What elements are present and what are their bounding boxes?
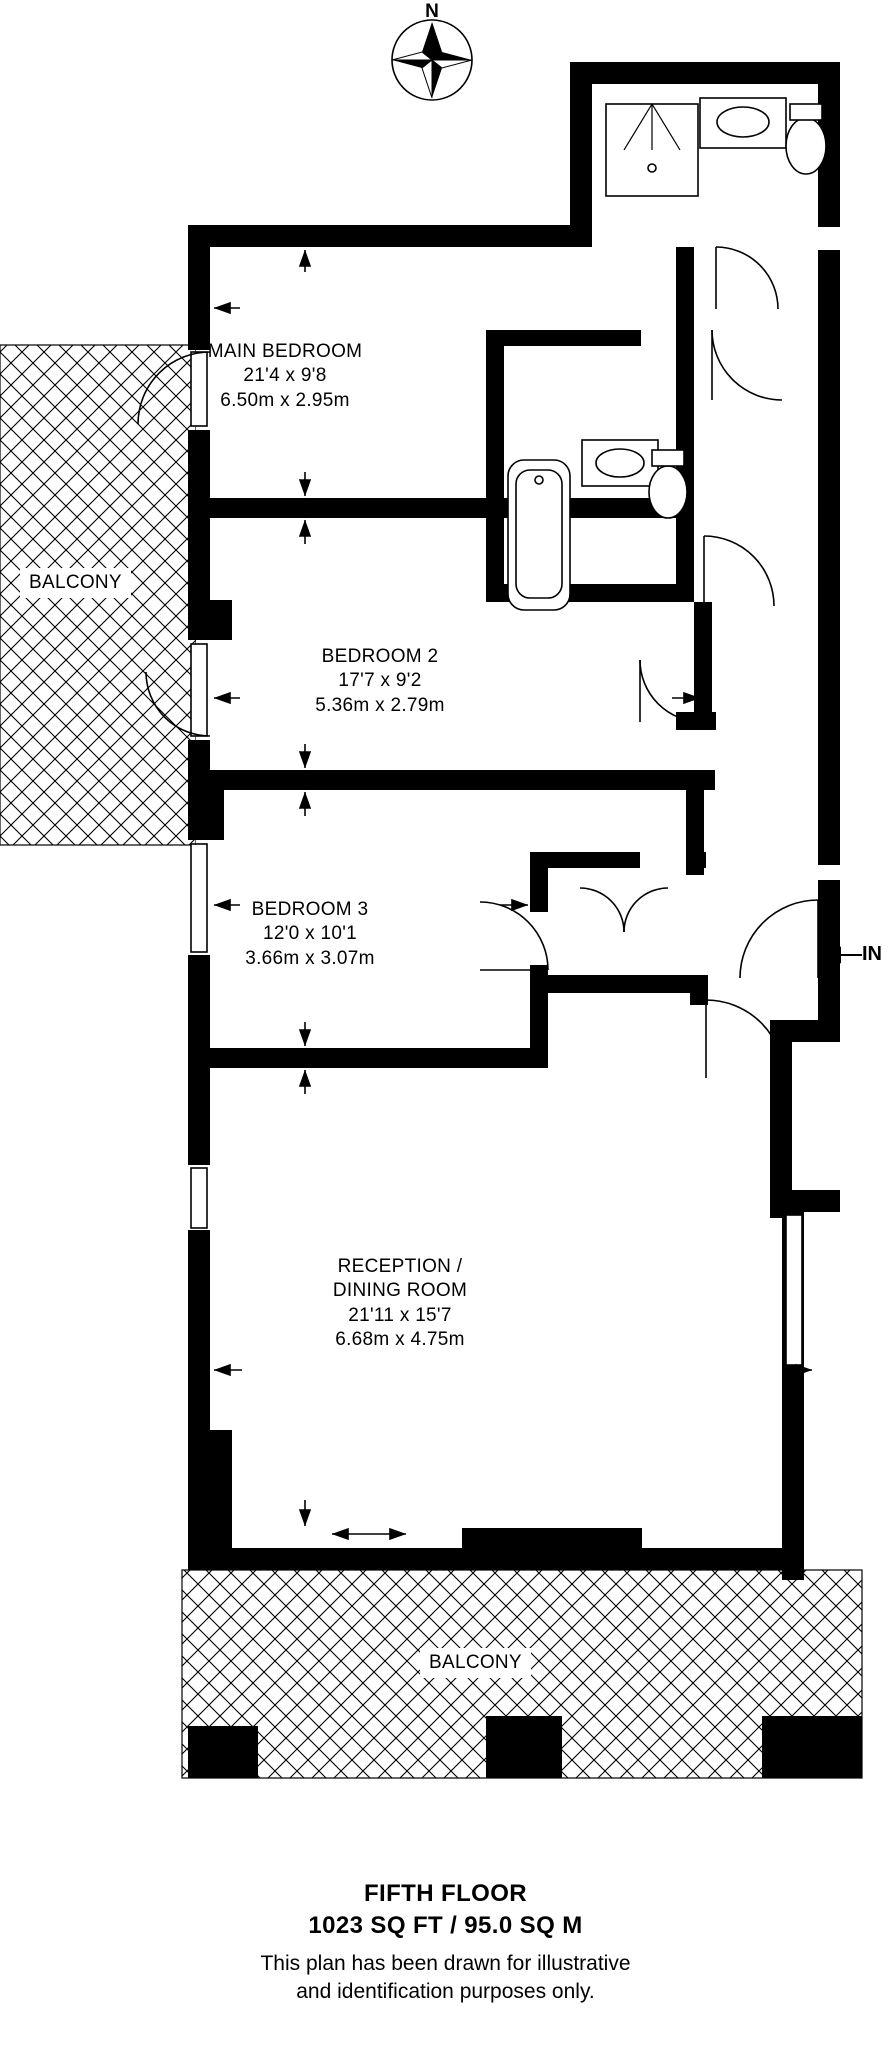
- room-dim-metric: 5.36m x 2.79m: [315, 694, 445, 716]
- room-dim-metric: 6.68m x 4.75m: [335, 1328, 465, 1350]
- compass-rose: [392, 20, 472, 100]
- entrance-label: IN: [862, 943, 882, 965]
- room-label-main-bedroom: [0, 340, 570, 413]
- balcony-label-west: BALCONY: [20, 568, 131, 598]
- footer-disclaimer-line2: and identification purposes only.: [296, 1980, 595, 2004]
- room-label-bedroom-3: [40, 898, 580, 971]
- room-label-bedroom-2: [90, 645, 670, 718]
- room-dim-metric: 3.66m x 3.07m: [245, 947, 375, 969]
- plan-footer: [0, 1880, 891, 2007]
- balcony-label-south: BALCONY: [420, 1648, 531, 1678]
- room-dim-imperial: 21'11 x 15'7: [348, 1304, 452, 1326]
- footer-disclaimer-line1: This plan has been drawn for illustrative: [260, 1952, 631, 1975]
- room-dim-imperial: 17'7 x 9'2: [338, 670, 422, 692]
- room-name-line2: DINING ROOM: [332, 1280, 468, 1302]
- room-name: BEDROOM 3: [251, 899, 369, 920]
- footer-floor: FIFTH FLOOR: [363, 1880, 528, 1907]
- room-name: BEDROOM 2: [321, 646, 439, 667]
- compass-north-label: N: [425, 1, 439, 22]
- room-label-reception-dining-room: [200, 1255, 600, 1352]
- room-dim-imperial: 12'0 x 10'1: [262, 923, 357, 945]
- footer-area: 1023 SQ FT / 95.0 SQ M: [308, 1912, 583, 1939]
- room-name: RECEPTION /: [337, 1256, 463, 1277]
- room-dim-imperial: 21'4 x 9'8: [243, 365, 327, 387]
- room-dim-metric: 6.50m x 2.95m: [220, 389, 350, 411]
- room-name: MAIN BEDROOM: [207, 341, 363, 362]
